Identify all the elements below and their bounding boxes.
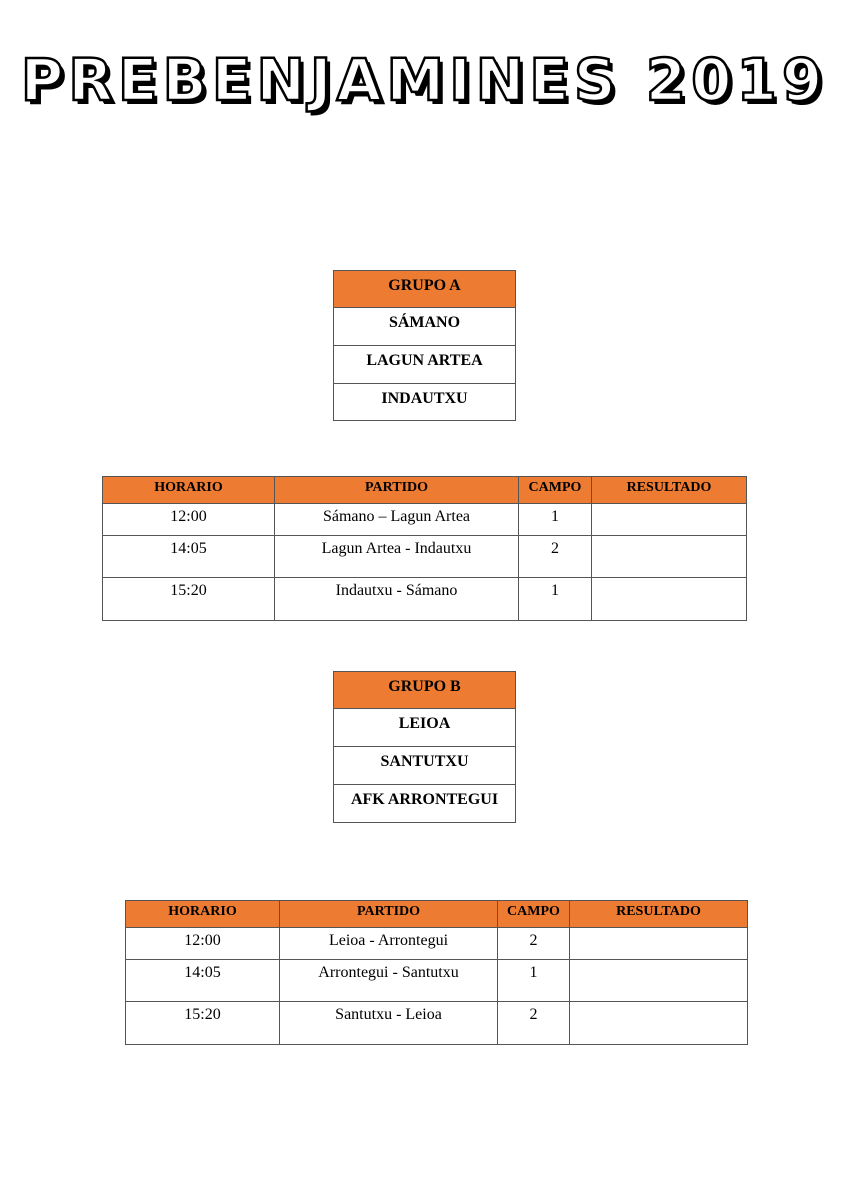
match-field: 2 [519,536,592,578]
col-header-partido: PARTIDO [275,477,519,504]
match-result [592,504,747,536]
group-a-title: GRUPO A [334,271,516,308]
table-row [103,578,747,621]
match-time: 14:05 [103,536,275,578]
table-row [103,536,747,578]
match-field: 1 [498,960,570,1002]
group-b-teams-table [333,671,516,823]
group-b-title: GRUPO B [334,672,516,709]
team-row [334,346,516,384]
team-name: LAGUN ARTEA [334,346,516,384]
team-name: SÁMANO [334,308,516,346]
team-name: AFK ARRONTEGUI [334,785,516,823]
table-row [103,504,747,536]
group-a-header-row [334,271,516,308]
col-header-campo: CAMPO [519,477,592,504]
col-header-resultado: RESULTADO [570,901,748,928]
match-teams: Lagun Artea - Indautxu [275,536,519,578]
match-field: 1 [519,578,592,621]
group-a-matches-table [102,476,747,621]
match-teams: Arrontegui - Santutxu [280,960,498,1002]
match-result [592,536,747,578]
match-teams: Santutxu - Leioa [280,1002,498,1045]
team-row [334,308,516,346]
matches-header-row [103,477,747,504]
match-teams: Sámano – Lagun Artea [275,504,519,536]
page-title: PREBENJAMINES 2019 [20,46,828,114]
table-row [126,1002,748,1045]
match-time: 15:20 [126,1002,280,1045]
group-b-matches-table [125,900,748,1045]
team-name: LEIOA [334,709,516,747]
match-result [592,578,747,621]
group-a-teams-table [333,270,516,421]
team-row [334,384,516,421]
col-header-resultado: RESULTADO [592,477,747,504]
match-time: 12:00 [126,928,280,960]
match-field: 2 [498,928,570,960]
col-header-campo: CAMPO [498,901,570,928]
match-teams: Leioa - Arrontegui [280,928,498,960]
table-row [126,928,748,960]
match-time: 12:00 [103,504,275,536]
col-header-partido: PARTIDO [280,901,498,928]
team-row [334,747,516,785]
match-field: 1 [519,504,592,536]
match-result [570,928,748,960]
team-row [334,785,516,823]
match-field: 2 [498,1002,570,1045]
team-name: INDAUTXU [334,384,516,421]
team-row [334,709,516,747]
matches-header-row [126,901,748,928]
match-time: 14:05 [126,960,280,1002]
match-result [570,1002,748,1045]
col-header-horario: HORARIO [126,901,280,928]
col-header-horario: HORARIO [103,477,275,504]
match-time: 15:20 [103,578,275,621]
group-b-header-row [334,672,516,709]
table-row [126,960,748,1002]
match-result [570,960,748,1002]
team-name: SANTUTXU [334,747,516,785]
match-teams: Indautxu - Sámano [275,578,519,621]
